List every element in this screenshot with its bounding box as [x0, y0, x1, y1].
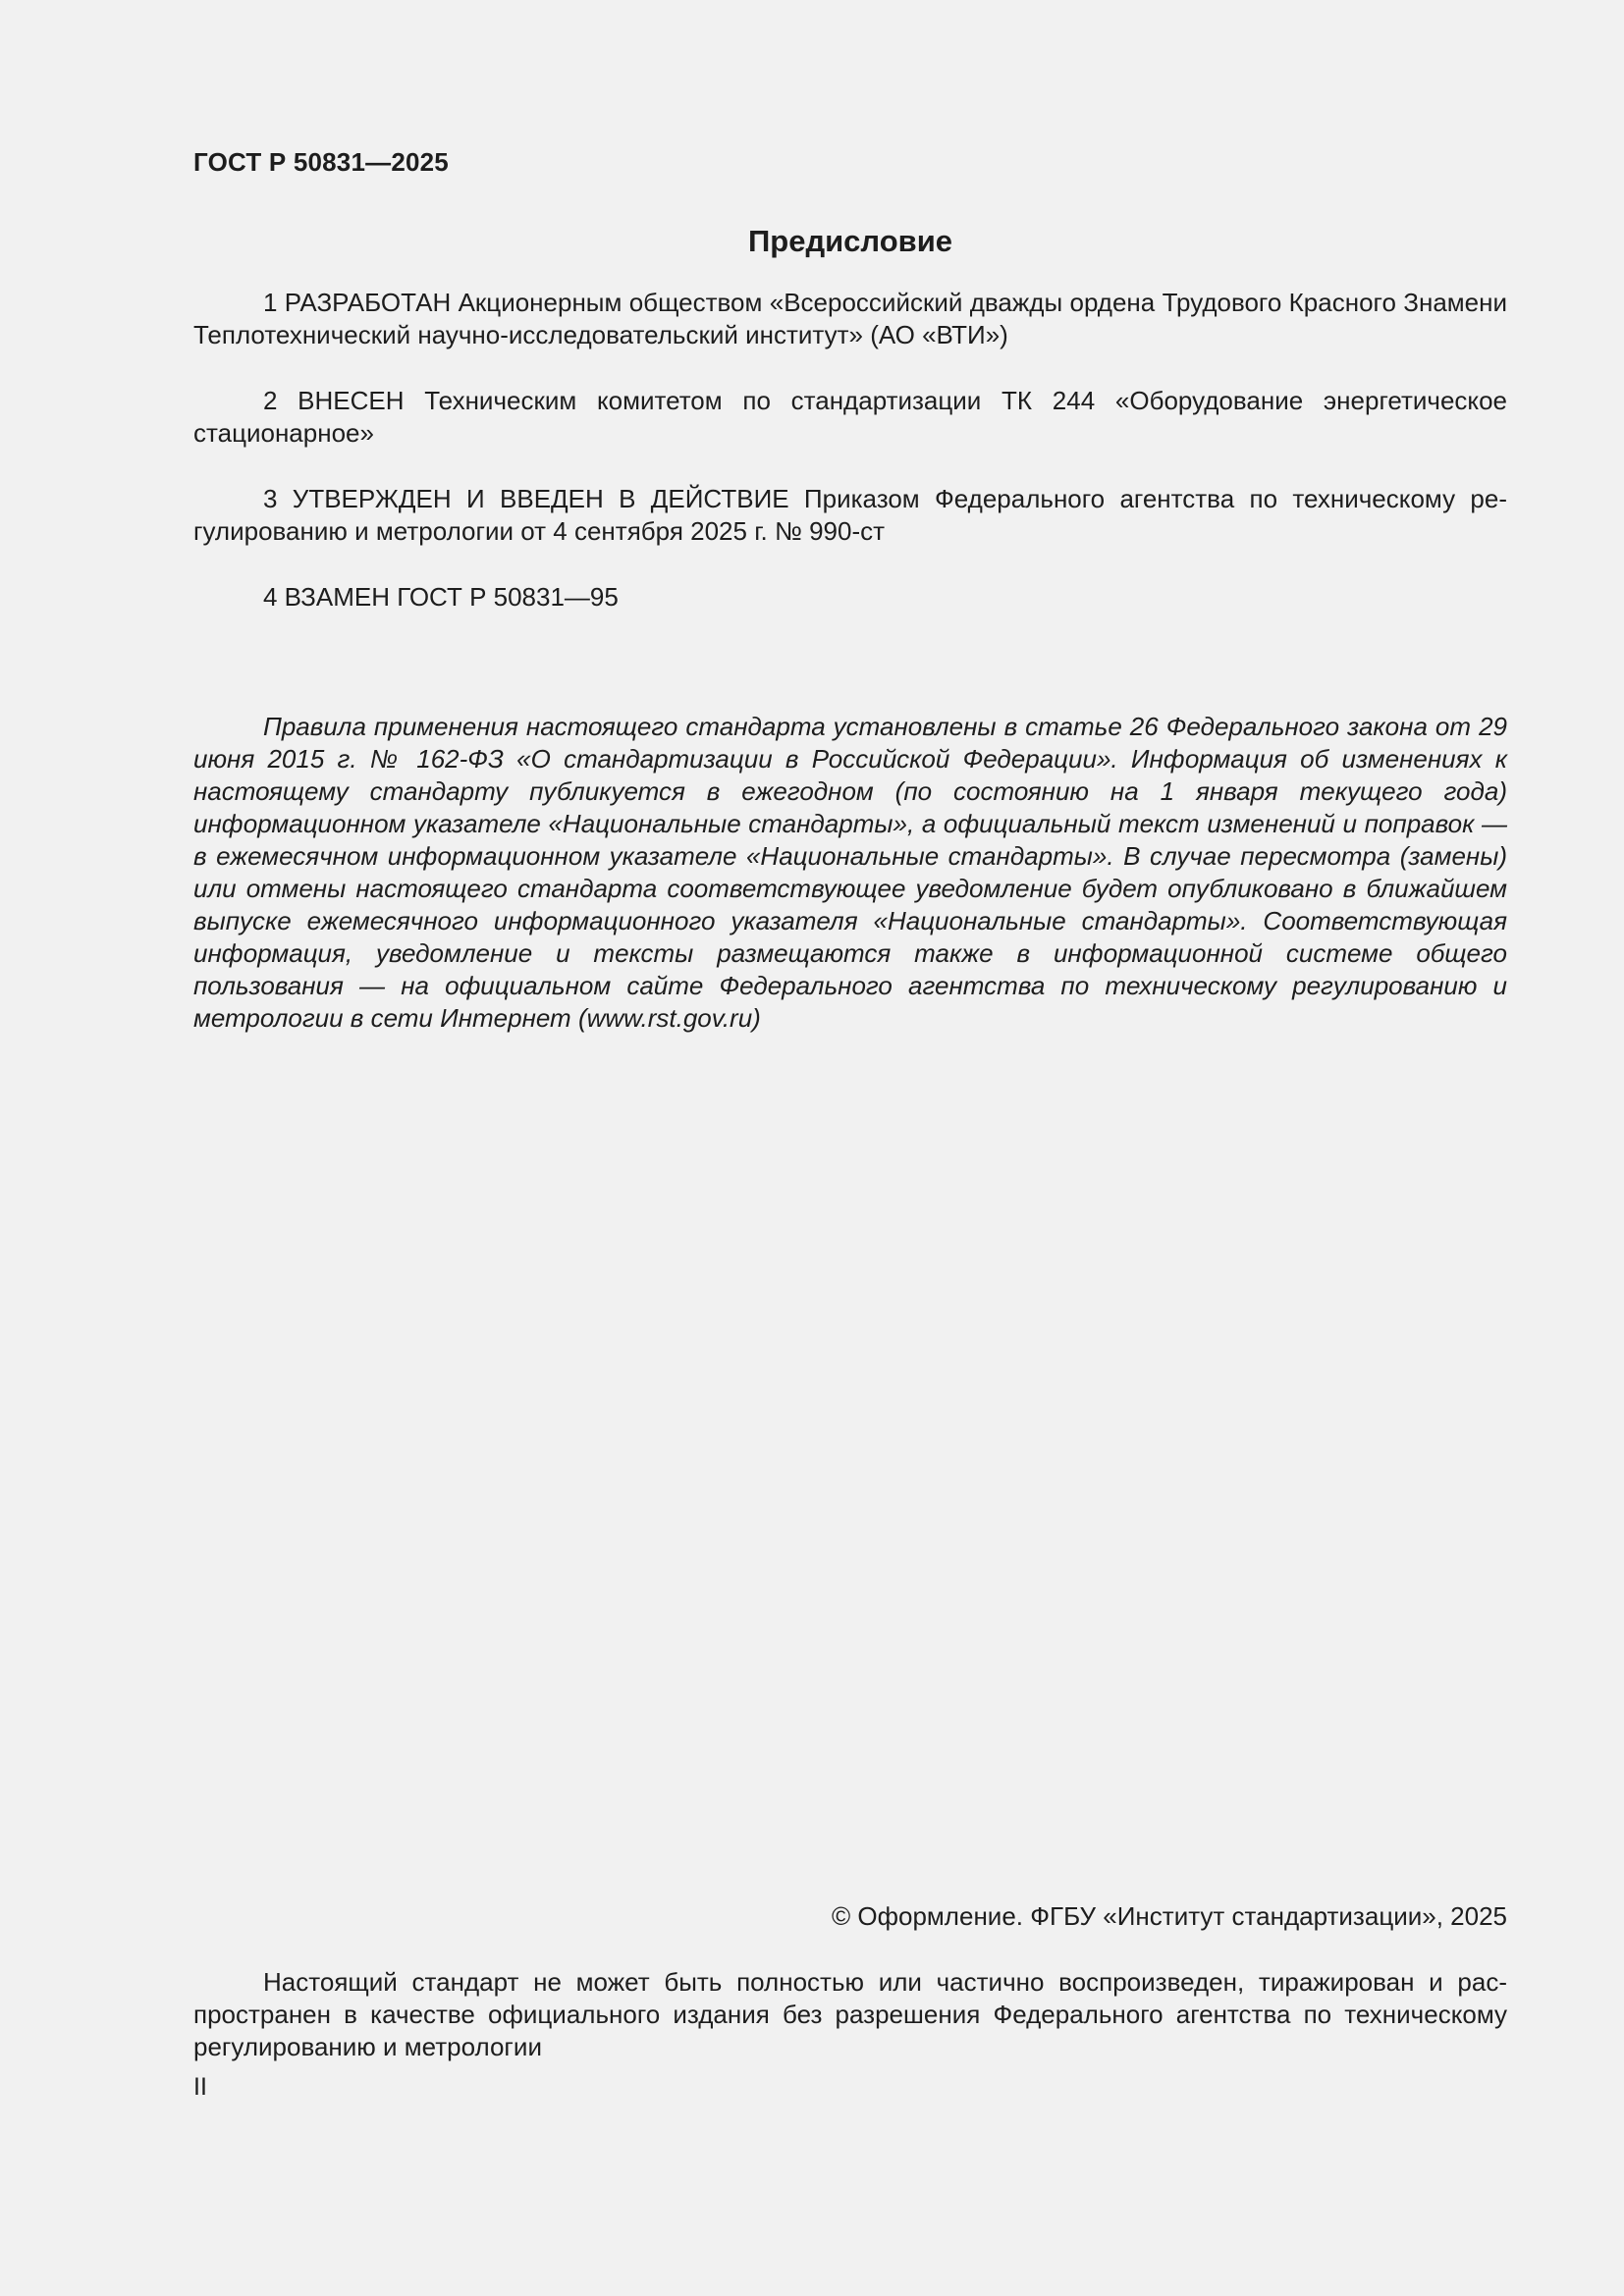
document-code: ГОСТ Р 50831—2025 — [193, 147, 449, 177]
foreword-item-4: 4 ВЗАМЕН ГОСТ Р 50831—95 — [263, 582, 619, 612]
application-rules-paragraph: Правила применения настоящего стандарта установлены в статье 26 Федерального закона от 29 июня 2015 г. № 162-ФЗ «О стандартизации в Российской Федерации». Информация об изменениях к настоящему стандарту публикуется в ежегодном (по состоянию на 1 января текущего года) информационном указателе «Национальные стандарты», а официальный текст изменений и поправок — в ежемесячном информационном указателе «Национальные стандарты». В случае пересмотра (замены) или отмены настоящего стандарта соответствующее уведомление будет опубликовано в ближайшем выпуске ежемесячного информационного указателя «Национальные стандарты». Соответствующая информация, уведомление и тексты размещаются также в информационной системе общего пользования — на официальном сайте Федерального агентства по техническому регулированию и метрологии в сети Интернет (www.rst.gov.ru) — [193, 712, 1507, 1033]
foreword-item-1: 1 РАЗРАБОТАН Акционерным обществом «Всероссийский дважды ордена Трудового Красного Знамени Теплотехнический научно-исследовательский институт» (АО «ВТИ») — [193, 288, 1507, 349]
page-number: II — [193, 2073, 207, 2101]
foreword-item-3: 3 УТВЕРЖДЕН И ВВЕДЕН В ДЕЙСТВИЕ Приказом Федерального агентства по техническому регулированию и метрологии от 4 сентября 2025 г. № 990-ст — [193, 484, 1507, 546]
foreword-item-2: 2 ВНЕСЕН Техническим комитетом по стандартизации ТК 244 «Оборудование энергетическое стационарное» — [193, 386, 1507, 448]
copyright-line: © Оформление. ФГБУ «Институт стандартизации», 2025 — [832, 1901, 1507, 1931]
reproduction-notice: Настоящий стандарт не может быть полностью или частично воспроизведен, тиражирован и распространен в качестве официального издания без разрешения Федерального агентства по техническому регулированию и метрологии — [193, 1967, 1507, 2061]
section-title: Предисловие — [747, 224, 952, 258]
